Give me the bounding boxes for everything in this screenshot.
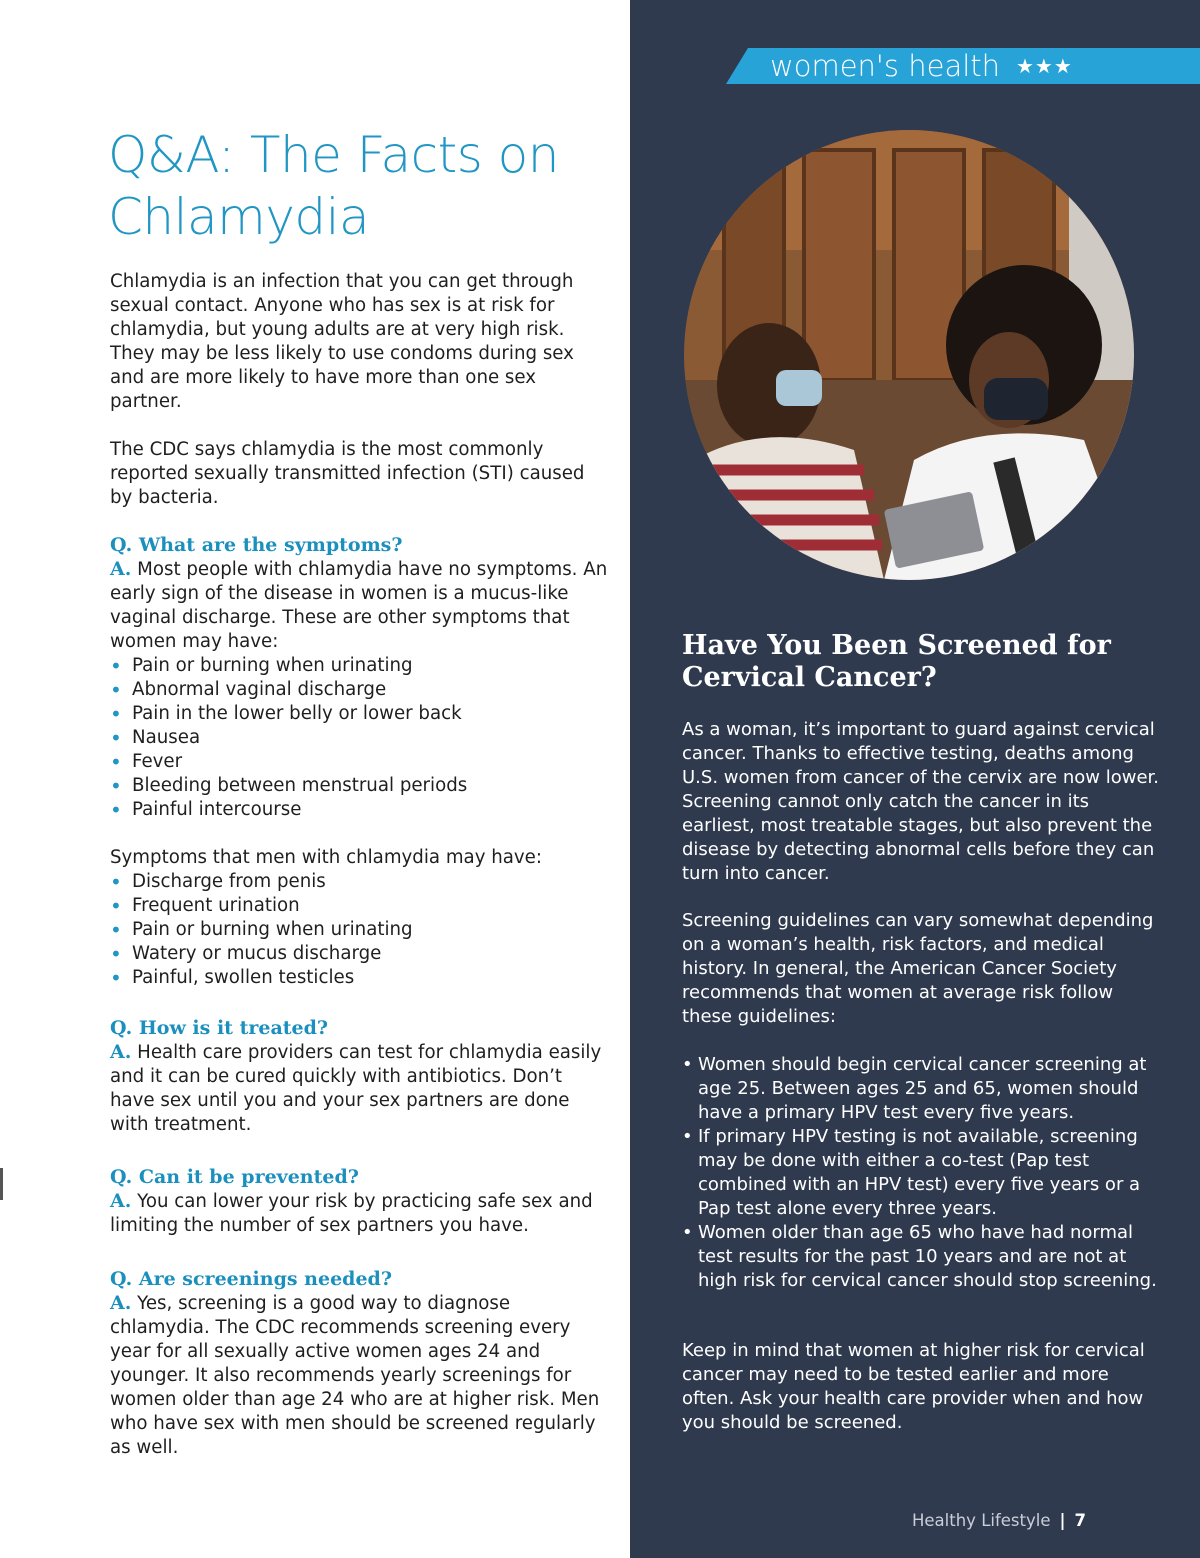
list-item: • Women should begin cervical cancer screening at age 25. Between ages 25 and 65, women should have a primary HPV test every five years. [682,1054,1147,1123]
list-item: • Pain in the lower belly or lower back [110,702,462,726]
qa-prevention [110,1165,610,1238]
list-item: • Bleeding between menstrual periods [110,774,468,798]
stars-icon: ★★★ [1016,54,1073,78]
answer-body: Yes, screening is a good way to diagnose chlamydia. The CDC recommends screening every year for all sexually active women ages 24 and younger. It also recommends yearly screenings for women older than age 24 who are at higher risk. Men who have sex with men should be screened regularly as well. [110,1293,600,1458]
list-item: • Painful intercourse [110,798,302,822]
intro-paragraph-2: The CDC says chlamydia is the most commonly reported sexually transmitted infection (STI) caused by bacteria. [110,439,585,508]
answer-text [110,1040,610,1137]
page-title: Q&A: The Facts on Chlamydia [108,126,559,246]
answer-body: Health care providers can test for chlamydia easily and it can be cured quickly with antibiotics. Don’t have sex until you and your sex partners are done with treatment. [110,1042,602,1135]
bullet-icon: • [110,654,122,678]
answer-marker: A. [110,1041,132,1063]
bullet-icon: • [110,798,122,822]
list-item: • Fever [110,750,183,774]
guidelines-list [682,1053,1162,1293]
publication-name: Healthy Lifestyle [912,1511,1051,1530]
sidebar-paragraph-3: Keep in mind that women at higher risk for cervical cancer may need to be tested earlier and more often. Ask your health care provider when and how you should be screened. [682,1340,1145,1433]
list-item: • Women older than age 65 who have had normal test results for the past 10 years and are not at high risk for cervical cancer should stop screening. [682,1222,1157,1291]
list-item: • Painful, swollen testicles [110,966,355,990]
sidebar-heading: Have You Been Screened for Cervical Cancer? [682,630,1111,693]
answer-text [110,557,610,654]
page-footer [912,1509,1086,1533]
question-heading: Q. How is it treated? [110,1017,329,1039]
list-item: • Nausea [110,726,201,750]
qa-treatment [110,1016,610,1137]
list-item: • Pain or burning when urinating [110,918,413,942]
doctor-patient-photo [684,130,1134,580]
bullet-icon: • [110,918,122,942]
women-symptoms-list [110,654,610,822]
question-heading: Q. What are the symptoms? [110,534,403,556]
bullet-icon: • [110,702,122,726]
qa-symptoms [110,533,610,990]
qa-screenings [110,1267,610,1460]
bullet-icon: • [110,726,122,750]
answer-text [110,1189,610,1238]
bullet-icon: • [682,1222,693,1243]
answer-text [110,1291,610,1460]
footer-separator: | [1059,1511,1066,1530]
men-symptoms-list [110,870,610,990]
bullet-icon: • [110,966,122,990]
list-item: • Frequent urination [110,894,300,918]
bullet-icon: • [110,870,122,894]
answer-body: Most people with chlamydia have no symptoms. An early sign of the disease in women is a mucus-like vaginal discharge. These are other symptoms that women may have: [110,559,608,652]
list-item: • If primary HPV testing is not available, screening may be done with either a co-test (Pap test combined with an HPV test) every five years or a Pap test alone every three years. [682,1126,1141,1219]
section-label: women's health [770,49,1001,83]
list-item: • Pain or burning when urinating [110,654,413,678]
question-heading: Q. Can it be prevented? [110,1166,359,1188]
bullet-icon: • [110,678,122,702]
list-item: • Abnormal vaginal discharge [110,678,387,702]
bullet-icon: • [110,894,122,918]
answer-marker: A. [110,1190,132,1212]
sidebar-paragraph-2: Screening guidelines can vary somewhat depending on a woman’s health, risk factors, and medical history. In general, the American Cancer Society recommends that women at average risk follow these guidelines: [682,910,1154,1027]
page-number: 7 [1074,1511,1087,1530]
page-edge-mark [0,1168,3,1200]
intro-paragraph-1: Chlamydia is an infection that you can get through sexual contact. Anyone who has sex is at risk for chlamydia, but young adults are at very high risk. They may be less likely to use condoms during sex and are more likely to have more than one sex partner. [110,271,574,412]
answer-marker: A. [110,1292,132,1314]
answer-body: You can lower your risk by practicing safe sex and limiting the number of sex partners you have. [110,1191,593,1236]
bullet-icon: • [110,750,122,774]
answer-marker: A. [110,558,132,580]
bullet-icon: • [682,1054,693,1075]
list-item: • Watery or mucus discharge [110,942,382,966]
bullet-icon: • [110,774,122,798]
bullet-icon: • [110,942,122,966]
sidebar-paragraph-1: As a woman, it’s important to guard against cervical cancer. Thanks to effective testing, deaths among U.S. women from cancer of the cervix are now lower. Screening cannot only catch the cancer in its earliest, most treatable stages, but also prevent the disease by detecting abnormal cells before they can turn into cancer. [682,719,1159,884]
list-item: • Discharge from penis [110,870,326,894]
question-heading: Q. Are screenings needed? [110,1268,392,1290]
bullet-icon: • [682,1126,693,1147]
men-symptoms-intro: Symptoms that men with chlamydia may have: [110,847,542,868]
